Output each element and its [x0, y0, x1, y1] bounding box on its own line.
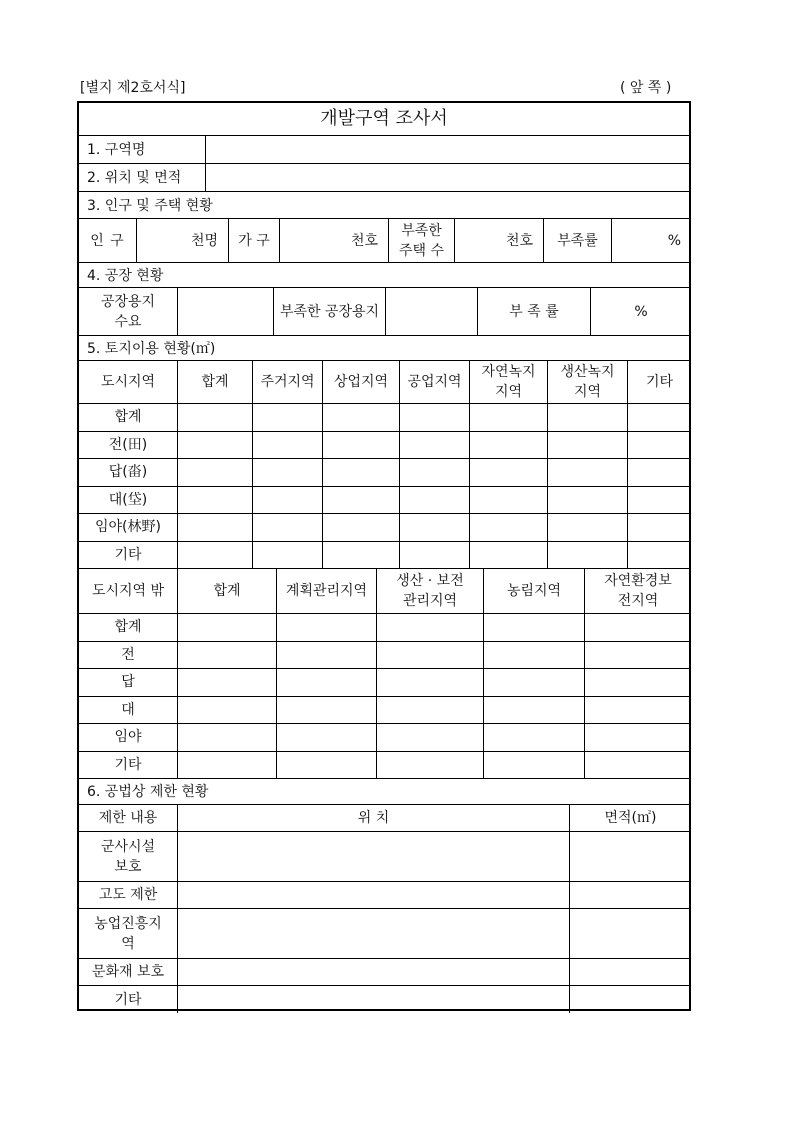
urban-value-cell[interactable]: [470, 459, 548, 486]
restrictions-header-row: [79, 805, 689, 832]
restrictions-header-위-치: 위 치: [178, 805, 570, 831]
urban-header-자연녹지지역: [470, 361, 548, 403]
urban-row-label: 기타: [79, 542, 178, 569]
urban-header-기타: 기타: [645, 374, 674, 390]
restriction-label: 고도 제한: [79, 882, 178, 908]
restriction-label-line1: 군사시설: [100, 838, 156, 855]
factory-demand-field[interactable]: [178, 288, 274, 335]
non-urban-value-cell[interactable]: [178, 642, 277, 669]
households-field[interactable]: [280, 219, 389, 262]
urban-value-cell[interactable]: [178, 459, 253, 486]
restriction-location-field[interactable]: [178, 882, 570, 908]
restriction-location-field[interactable]: [178, 986, 570, 1013]
non-urban-header-생산-보전관리지역-line2: 관리지역: [402, 593, 458, 609]
urban-row: [79, 514, 689, 542]
factory-shortage-rate-unit: %: [634, 303, 648, 320]
restriction-row: [79, 986, 689, 1013]
title-row: [79, 103, 689, 136]
urban-value-cell[interactable]: [253, 514, 323, 541]
restriction-row: [79, 909, 689, 959]
restriction-label: 기타: [79, 986, 178, 1013]
urban-row: [79, 404, 689, 432]
households-label: 가 구: [229, 219, 280, 262]
restriction-location-field[interactable]: [178, 832, 570, 881]
restriction-row: [79, 832, 689, 882]
restriction-location-field[interactable]: [178, 909, 570, 958]
non-urban-row: [79, 697, 689, 725]
non-urban-value-cell[interactable]: [377, 752, 484, 779]
non-urban-value-cell[interactable]: [277, 614, 377, 641]
urban-value-cell[interactable]: [323, 514, 400, 541]
non-urban-value-cell[interactable]: [178, 614, 277, 641]
zone-name-label: 1. 구역명: [79, 136, 206, 163]
urban-value-cell[interactable]: [253, 459, 323, 486]
restriction-label: [79, 832, 178, 881]
restriction-label-line2: 보호: [114, 858, 142, 875]
restrictions-header-제한-내용: 제한 내용: [79, 805, 178, 831]
non-urban-header-자연환경보전지역-line1: 자연환경보: [604, 573, 672, 589]
non-urban-value-cell[interactable]: [484, 752, 585, 779]
non-urban-value-cell[interactable]: [178, 669, 277, 696]
population-housing-row: [79, 219, 689, 263]
urban-value-cell[interactable]: [323, 404, 400, 431]
non-urban-header-합계: 합계: [178, 569, 277, 613]
urban-value-cell[interactable]: [548, 514, 628, 541]
urban-row-label: 대(垈): [79, 487, 178, 514]
urban-row: [79, 487, 689, 515]
urban-header-자연녹지지역-line2: 지역: [494, 384, 523, 400]
urban-value-cell[interactable]: [470, 432, 548, 459]
urban-value-cell[interactable]: [400, 432, 470, 459]
non-urban-row-label: 전: [79, 642, 178, 669]
non-urban-value-cell[interactable]: [178, 724, 277, 751]
non-urban-value-cell[interactable]: [277, 724, 377, 751]
non-urban-header-row: [79, 569, 689, 614]
non-urban-value-cell[interactable]: [585, 642, 691, 669]
urban-row-label: 합계: [79, 404, 178, 431]
non-urban-header-농림지역: 농림지역: [484, 569, 585, 613]
restriction-location-field[interactable]: [178, 959, 570, 985]
non-urban-value-cell[interactable]: [277, 669, 377, 696]
housing-shortage-rate-label: 부족률: [544, 219, 612, 262]
non-urban-value-cell[interactable]: [377, 614, 484, 641]
factory-shortage-rate-label: 부 족 률: [478, 288, 591, 335]
non-urban-row: [79, 724, 689, 752]
urban-value-cell[interactable]: [323, 459, 400, 486]
non-urban-value-cell[interactable]: [484, 724, 585, 751]
urban-value-cell[interactable]: [400, 404, 470, 431]
urban-value-cell[interactable]: [628, 514, 691, 541]
urban-value-cell[interactable]: [548, 404, 628, 431]
section-factory-label: 4. 공장 현황: [87, 268, 164, 284]
urban-row: [79, 432, 689, 460]
urban-value-cell[interactable]: [628, 459, 691, 486]
shortage-houses-unit: 천호: [505, 232, 533, 249]
restriction-area-field[interactable]: [570, 986, 691, 1013]
urban-header-생산녹지지역: [548, 361, 628, 403]
urban-value-cell[interactable]: [548, 487, 628, 514]
non-urban-row-label: 답: [79, 669, 178, 696]
urban-header-주거지역: 주거지역: [253, 361, 323, 403]
location-area-field[interactable]: [206, 164, 691, 191]
urban-row-label: 답(畓): [79, 459, 178, 486]
urban-header-도시지역: 도시지역: [79, 361, 178, 403]
urban-header-row: [79, 361, 689, 404]
non-urban-row: [79, 752, 689, 780]
non-urban-row-label: 임야: [79, 724, 178, 751]
restriction-label-line1: 농업진흥지: [94, 915, 162, 932]
urban-value-cell[interactable]: [323, 542, 400, 569]
urban-value-cell[interactable]: [178, 432, 253, 459]
non-urban-header-도시지역-밖: 도시지역 밖: [79, 569, 178, 613]
urban-row: [79, 459, 689, 487]
urban-header-상업지역: 상업지역: [323, 361, 400, 403]
non-urban-value-cell[interactable]: [377, 669, 484, 696]
non-urban-value-cell[interactable]: [585, 697, 691, 724]
section-population-housing-label: 3. 인구 및 주택 현황: [87, 198, 213, 214]
non-urban-value-cell[interactable]: [484, 614, 585, 641]
urban-value-cell[interactable]: [253, 404, 323, 431]
non-urban-value-cell[interactable]: [484, 697, 585, 724]
non-urban-value-cell[interactable]: [277, 697, 377, 724]
non-urban-row-label: 합계: [79, 614, 178, 641]
urban-value-cell[interactable]: [470, 487, 548, 514]
survey-form: [77, 101, 691, 1011]
restriction-area-field[interactable]: [570, 959, 691, 985]
non-urban-row: [79, 642, 689, 670]
urban-value-cell[interactable]: [470, 514, 548, 541]
urban-header-생산녹지지역-line1: 생산녹지: [560, 364, 615, 380]
population-unit: 천명: [190, 232, 218, 249]
non-urban-row-label: 대: [79, 697, 178, 724]
urban-value-cell[interactable]: [628, 487, 691, 514]
shortage-houses-field[interactable]: [455, 219, 544, 262]
location-area-row: [79, 164, 689, 192]
urban-row: [79, 542, 689, 570]
section-restrictions-label: 6. 공법상 제한 현황: [87, 783, 209, 800]
urban-row-label: 임야(林野): [79, 514, 178, 541]
urban-value-cell[interactable]: [178, 404, 253, 431]
shortage-houses-label: [389, 219, 455, 262]
non-urban-value-cell[interactable]: [277, 642, 377, 669]
non-urban-header-자연환경보전지역-line2: 전지역: [617, 593, 659, 609]
non-urban-header-자연환경보전지역: [585, 569, 691, 613]
restrictions-header-면적-: 면적(㎡): [604, 810, 657, 826]
factory-shortage-rate-field[interactable]: [591, 288, 691, 335]
restriction-label: [79, 909, 178, 958]
factory-demand-label: [79, 288, 178, 335]
shortage-factory-land-label: 부족한 공장용지: [274, 288, 386, 335]
factory-demand-label-line1: 공장용지: [100, 293, 156, 310]
urban-value-cell[interactable]: [470, 404, 548, 431]
non-urban-value-cell[interactable]: [585, 669, 691, 696]
non-urban-value-cell[interactable]: [178, 752, 277, 779]
non-urban-value-cell[interactable]: [377, 697, 484, 724]
restriction-area-field[interactable]: [570, 882, 691, 908]
restriction-row: [79, 959, 689, 986]
non-urban-value-cell[interactable]: [585, 614, 691, 641]
population-label: 인 구: [79, 219, 137, 262]
population-field[interactable]: [137, 219, 229, 262]
factory-demand-label-line2: 수요: [114, 313, 142, 330]
form-title: 개발구역 조사서: [320, 108, 448, 129]
urban-value-cell[interactable]: [323, 432, 400, 459]
urban-value-cell[interactable]: [628, 404, 691, 431]
section-land-use: [79, 336, 689, 361]
urban-value-cell[interactable]: [548, 459, 628, 486]
non-urban-row: [79, 614, 689, 642]
restriction-label-line2: 역: [121, 935, 135, 952]
urban-value-cell[interactable]: [253, 432, 323, 459]
households-unit: 천호: [350, 232, 378, 249]
urban-value-cell[interactable]: [400, 542, 470, 569]
restriction-label: 문화재 보호: [79, 959, 178, 985]
restriction-area-field[interactable]: [570, 909, 691, 958]
urban-value-cell[interactable]: [400, 514, 470, 541]
non-urban-row: [79, 669, 689, 697]
restriction-area-field[interactable]: [570, 832, 691, 881]
urban-row-label: 전(田): [79, 432, 178, 459]
zone-name-field[interactable]: [206, 136, 691, 163]
non-urban-value-cell[interactable]: [377, 724, 484, 751]
section-factory: [79, 263, 689, 288]
urban-value-cell[interactable]: [178, 542, 253, 569]
urban-value-cell[interactable]: [548, 542, 628, 569]
urban-value-cell[interactable]: [628, 432, 691, 459]
section-population-housing: [79, 192, 689, 219]
restriction-row: [79, 882, 689, 909]
non-urban-value-cell[interactable]: [585, 752, 691, 779]
shortage-factory-land-field[interactable]: [386, 288, 478, 335]
zone-name-row: [79, 136, 689, 164]
non-urban-value-cell[interactable]: [484, 642, 585, 669]
shortage-houses-label-line1: 부족한: [401, 222, 442, 239]
location-area-label: 2. 위치 및 면적: [79, 164, 206, 191]
non-urban-value-cell[interactable]: [178, 697, 277, 724]
form-number: [별지 제2호서식]: [80, 80, 186, 96]
urban-value-cell[interactable]: [178, 514, 253, 541]
non-urban-value-cell[interactable]: [277, 752, 377, 779]
page-side-label: ( 앞 쪽 ): [620, 80, 672, 96]
urban-value-cell[interactable]: [253, 542, 323, 569]
housing-shortage-rate-unit: %: [667, 232, 681, 249]
urban-value-cell[interactable]: [253, 487, 323, 514]
non-urban-header-계획관리지역: 계획관리지역: [277, 569, 377, 613]
section-restrictions: [79, 777, 689, 805]
urban-value-cell[interactable]: [548, 432, 628, 459]
section-land-use-label: 5. 토지이용 현황(㎡): [87, 341, 216, 357]
non-urban-header-생산-보전관리지역-line1: 생산 · 보전: [396, 573, 464, 589]
urban-value-cell[interactable]: [628, 542, 691, 569]
non-urban-value-cell[interactable]: [585, 724, 691, 751]
urban-value-cell[interactable]: [470, 542, 548, 569]
urban-header-공업지역: 공업지역: [400, 361, 470, 403]
urban-value-cell[interactable]: [400, 459, 470, 486]
urban-header-합계: 합계: [178, 361, 253, 403]
factory-row: [79, 288, 689, 336]
urban-value-cell[interactable]: [400, 487, 470, 514]
non-urban-value-cell[interactable]: [377, 642, 484, 669]
shortage-houses-label-line2: 주택 수: [398, 242, 445, 259]
non-urban-value-cell[interactable]: [484, 669, 585, 696]
urban-header-자연녹지지역-line1: 자연녹지: [481, 364, 536, 380]
non-urban-row-label: 기타: [79, 752, 178, 779]
housing-shortage-rate-field[interactable]: [612, 219, 691, 262]
urban-value-cell[interactable]: [178, 487, 253, 514]
urban-header-생산녹지지역-line2: 지역: [573, 384, 602, 400]
non-urban-header-생산-보전관리지역: [377, 569, 484, 613]
urban-value-cell[interactable]: [323, 487, 400, 514]
